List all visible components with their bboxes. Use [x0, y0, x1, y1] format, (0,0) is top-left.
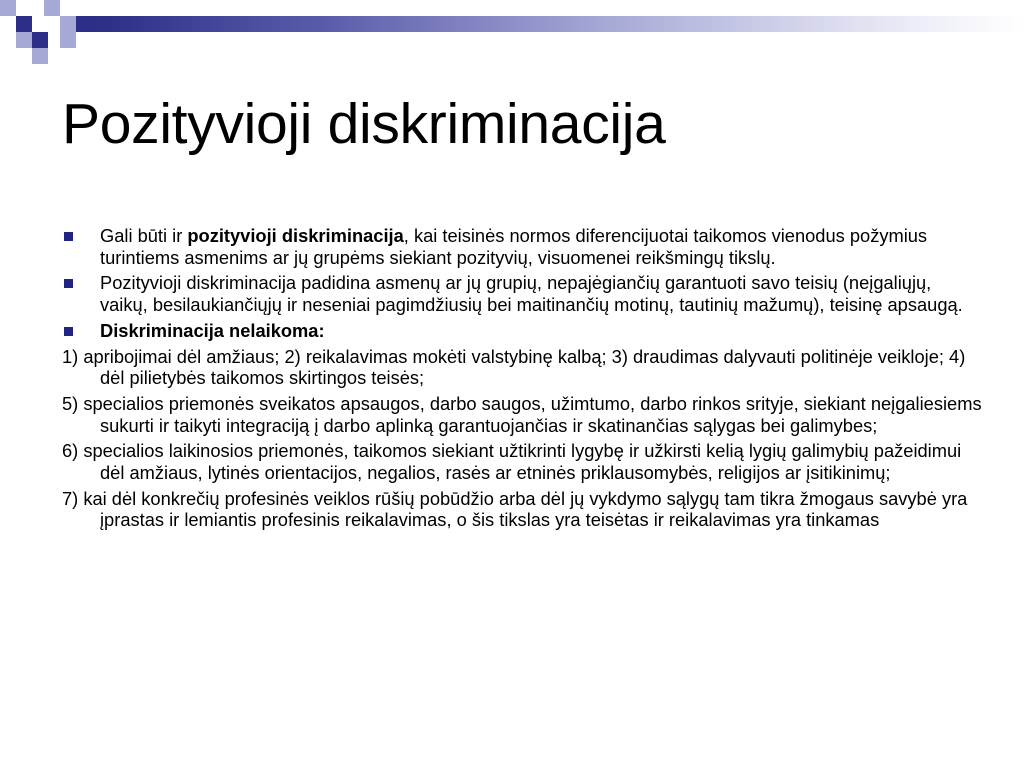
square-bullet-icon — [64, 327, 73, 336]
deco-square — [60, 16, 76, 32]
deco-square — [32, 48, 48, 64]
deco-square — [44, 0, 60, 16]
bullet-bold-text: Diskriminacija nelaikoma: — [100, 319, 325, 341]
numbered-item: 1) apribojimai dėl amžiaus; 2) reikalavimas mokėti valstybinę kalbą; 3) draudimas dalyvauti politinėje veikloje; 4) dėl pilietybės taikomos skirtingos teisės; — [62, 345, 966, 389]
deco-square — [76, 16, 92, 32]
deco-square — [16, 32, 32, 48]
bullet-item — [62, 225, 982, 268]
slide-body — [62, 225, 982, 535]
deco-square — [16, 16, 32, 32]
bullet-item — [62, 272, 982, 315]
deco-square — [0, 0, 16, 16]
deco-gradient-bar — [92, 16, 1024, 32]
deco-square — [32, 32, 48, 48]
numbered-item: 7) kai dėl konkrečių profesinės veiklos rūšių pobūdžio arba dėl jų vykdymo sąlygų tam tikra žmogaus savybė yra įprastas ir lemiantis profesinis reikalavimas, o šis tikslas yra teisėtas ir reikalavimas yra tinkamas — [62, 487, 968, 531]
square-bullet-icon — [64, 279, 73, 288]
numbered-item: 5) specialios priemonės sveikatos apsaugos, darbo saugos, užimtumo, darbo rinkos srityje, siekiant neįgaliesiems sukurti ir taikyti integraciją į darbo aplinką garantuojančias ir skatinančias sąlygas bei galimybes; — [62, 392, 982, 436]
header-decoration — [0, 0, 1024, 64]
bullet-text: Gali būti ir — [100, 225, 188, 246]
deco-square — [60, 32, 76, 48]
numbered-item: 6) specialios laikinosios priemonės, taikomos siekiant užtikrinti lygybę ir užkirsti kelią lygių galimybių pažeidimui dėl amžiaus, lytinės orientacijos, negalios, rasės ar etninės priklausomybės, religijos ar įsitikinimų; — [62, 440, 962, 484]
bullet-text: Pozityvioji diskriminacija padidina asmenų ar jų grupių, nepajėgiančių garantuoti savo teisių (neįgaliųjų, vaikų, besilaukiančiųjų ir neseniai pagimdžiusių bei maitinančių motinų, tautinių mažumų), teisinę apsaugą. — [100, 272, 963, 316]
square-bullet-icon — [64, 232, 73, 241]
bullet-bold-text: pozityvioji diskriminacija — [187, 225, 404, 246]
bullet-text: , kai teisinės normos diferencijuotai taikomos vienodus požymius turintiems asmenims ar jų grupėms siekiant pozityvių, visuomenei reikšmingų tikslų. — [100, 225, 928, 268]
slide-title: Pozityvioji diskriminacija — [62, 92, 666, 156]
bullet-item — [62, 320, 982, 342]
